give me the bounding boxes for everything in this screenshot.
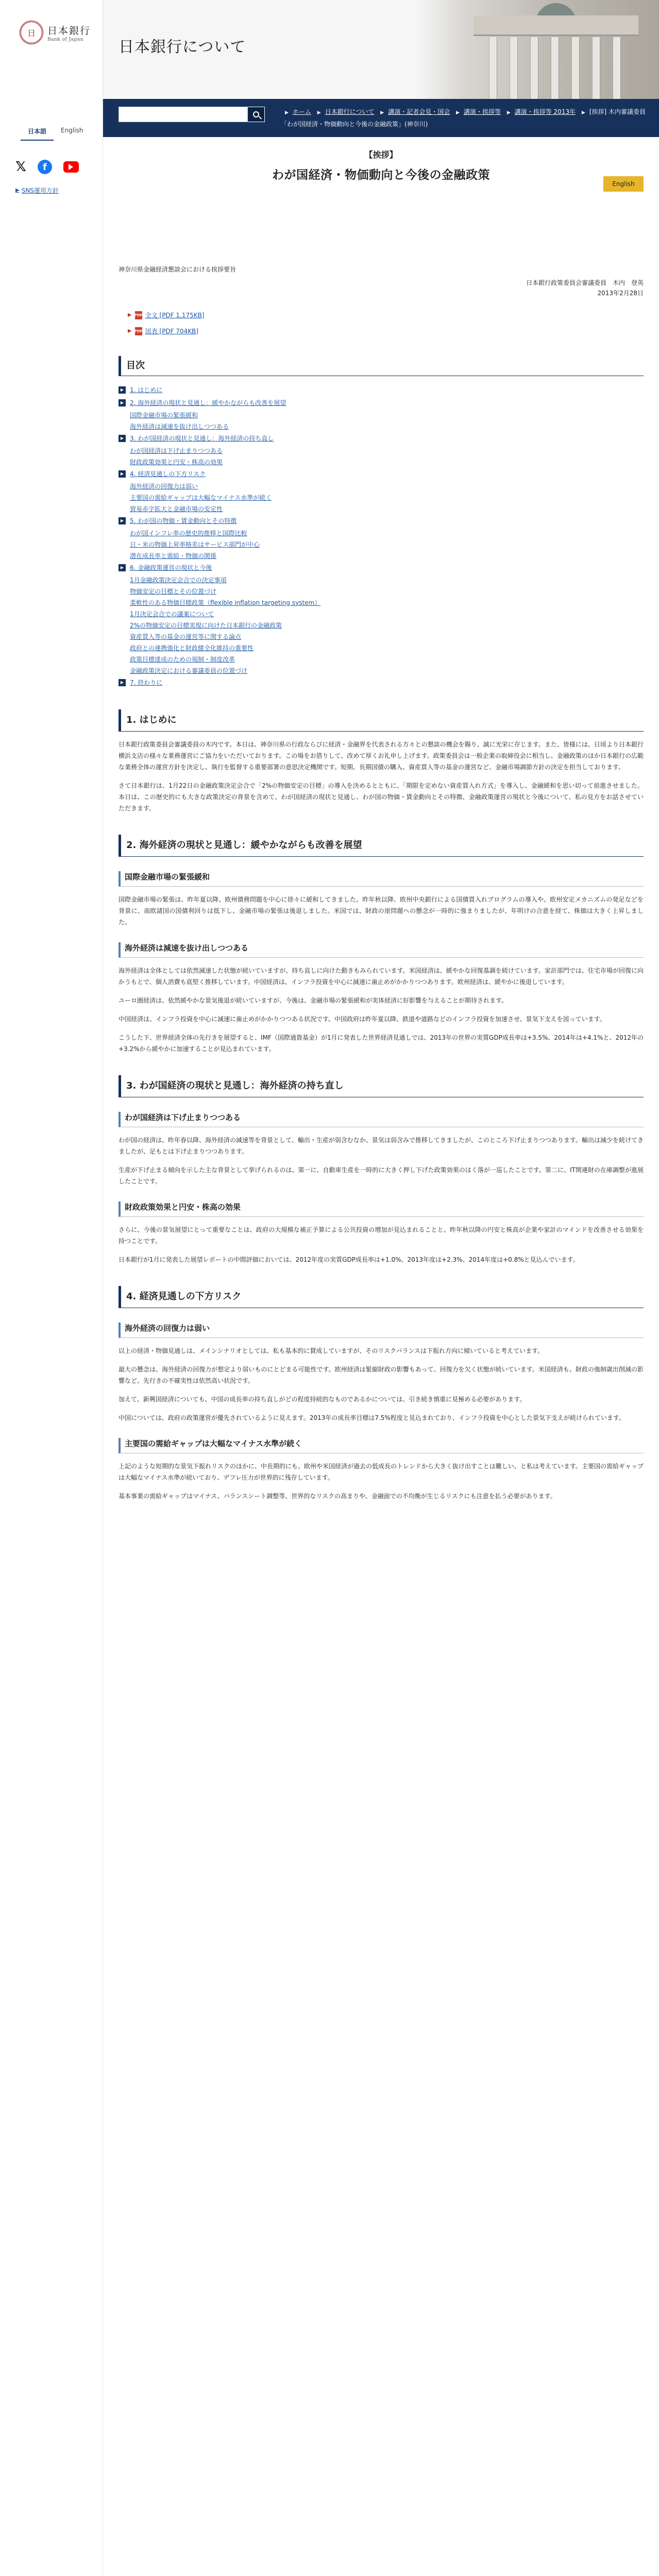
toc-subsection-item[interactable] xyxy=(130,503,644,514)
paragraph: 中国については、政府の政策運営が優先されているように見えます。2013年の成長率目標は7.5%程度と見込まれており、インフラ投資を中心とした景気下支えが続けられています。 xyxy=(119,1414,625,1421)
toc-subsection-item[interactable] xyxy=(130,420,644,432)
sns-policy-label: SNS運用方針 xyxy=(21,187,59,194)
toc-link[interactable]: 2%の物価安定の目標実現に向けた日本銀行の金融政策 xyxy=(130,621,282,629)
page-header xyxy=(103,0,659,99)
toc-link[interactable]: 日・米の物価上昇率格差はサービス部門が中心 xyxy=(130,540,260,548)
download-list xyxy=(119,311,644,335)
toc-section-item[interactable] xyxy=(119,561,644,574)
breadcrumb-home[interactable]: ホーム xyxy=(292,108,311,115)
chevron-right-icon: ▶ xyxy=(119,679,126,686)
breadcrumb-speeches-list[interactable]: 講演・挨拶等 xyxy=(463,108,501,115)
logo-japanese: 日本銀行 xyxy=(47,25,91,37)
toc-link[interactable]: 政策目標達成のための規制・制度改革 xyxy=(130,655,235,663)
download-charts-link[interactable]: 図表 [PDF 704KB] xyxy=(145,328,199,335)
section-heading: 4. 経済見通しの下方リスク xyxy=(119,1286,644,1308)
download-full-text[interactable] xyxy=(128,311,644,319)
toc-section-item[interactable] xyxy=(119,396,644,409)
subsection-heading: 国際金融市場の緊張緩和 xyxy=(119,871,644,887)
toc-link[interactable]: 潜在成長率と需給・物価の関係 xyxy=(130,552,217,560)
toc-subsection-item[interactable] xyxy=(130,631,644,642)
toc-subsection-item[interactable] xyxy=(130,550,644,561)
toc-subsection-item[interactable] xyxy=(130,574,644,585)
paragraph: 国際金融市場の緊張は、昨年夏以降、欧州債務問題を中心に徐々に緩和してきました。昨年秋以降、欧州中央銀行による国債買入れプログラムの導入や、欧州安定メカニズムの発足などを背景に、南欧諸国の国債利回りは低下し、金融市場の緊張は後退しました。米国では、財政の崖問題への懸念が一時的に強まりましたが、年明けの合意を経て、株価は大きく上昇しました。 xyxy=(119,896,644,926)
search-breadcrumb-bar xyxy=(103,99,659,137)
toc-subsection-item[interactable] xyxy=(130,585,644,597)
chevron-right-icon: ▶ xyxy=(119,564,126,571)
toc-subsection-item[interactable] xyxy=(130,619,644,631)
logo-english: Bank of Japan xyxy=(47,37,84,42)
toc-link[interactable]: 物価安定の目標とその位置づけ xyxy=(130,587,217,595)
toc-link[interactable]: 柔軟性のある物価目標政策（flexible inflation targeting system） xyxy=(130,599,321,606)
toc-link[interactable]: 主要国の需給ギャップは大幅なマイナス水準が続く xyxy=(130,494,272,501)
toc-subsection-item[interactable] xyxy=(130,665,644,676)
doc-kind: 【挨拶】 xyxy=(364,150,398,160)
youtube-icon[interactable] xyxy=(63,161,79,173)
paragraph: 生産が下げ止まる傾向を示した主な背景として挙げられるのは、第一に、自動車生産を一時的に大きく押し下げた政策効果のはく落が一巡したことです。第二に、IT関連財の在庫調整が進展したことです。 xyxy=(119,1166,644,1185)
page-title: わが国経済・物価動向と今後の金融政策 xyxy=(272,168,490,182)
toc-section-item[interactable] xyxy=(119,676,644,689)
paragraph: 加えて、新興国経済についても、中国の成長率の持ち直しがどの程度持続的なものであるかについては、引き続き慎重に見極める必要があります。 xyxy=(119,1396,526,1403)
toc-subsection-item[interactable] xyxy=(130,480,644,492)
toc-subsection-item[interactable] xyxy=(130,527,644,538)
subsection-heading: 主要国の需給ギャップは大幅なマイナス水準が続く xyxy=(119,1438,644,1453)
arrow-right-icon: ▶ xyxy=(128,312,132,318)
download-charts[interactable] xyxy=(128,327,644,335)
toc-subsection-item[interactable] xyxy=(130,642,644,653)
breadcrumb: ▶ ホーム ▶ 日本銀行について ▶ 講演・記者会見・国会 ▶ 講演・挨拶等 ▶ 講演・挨拶等 2013年 ▶ [挨拶] 木内審議委員「わが国経済・物価動向と今後の金融政策」(神奈川) xyxy=(281,108,646,128)
left-sidebar xyxy=(0,0,103,2576)
toc-link[interactable]: 国際金融市場の緊張緩和 xyxy=(130,411,198,419)
toc-subsection-item[interactable] xyxy=(130,597,644,608)
toc-section-item[interactable] xyxy=(119,467,644,480)
toc-subsection-item[interactable] xyxy=(130,653,644,665)
toc-subsection-item[interactable] xyxy=(130,409,644,420)
building-photo xyxy=(417,0,659,99)
section-heading: 1. はじめに xyxy=(119,709,644,732)
toc-link[interactable]: 財政政策効果と円安・株高の効果 xyxy=(130,458,223,466)
pdf-icon: PDF xyxy=(135,311,142,319)
english-version-button[interactable]: English xyxy=(603,176,644,192)
subsection-heading: 海外経済の回復力は弱い xyxy=(119,1323,644,1338)
paragraph: さらに、今後の景気展望にとって重要なことは、政府の大規模な補正予算による公共投資の増加が見込まれることと、昨年秋以降の円安と株高が企業や家計のマインドを改善させる効果を持つことです。 xyxy=(119,1226,644,1245)
toc-heading: 目次 xyxy=(119,356,644,376)
paragraph: 日本銀行が1月に発表した展望レポートの中間評価においては、2012年度の実質GDP成長率は+1.0%、2013年度は+2.3%、2014年度は+0.8%と見込んでいます。 xyxy=(119,1256,579,1263)
table-of-contents xyxy=(119,383,644,689)
facebook-icon[interactable]: f xyxy=(38,160,52,174)
toc-section-item[interactable] xyxy=(119,432,644,445)
section-heading: 2. 海外経済の現状と見通し：緩やかながらも改善を展望 xyxy=(119,835,644,857)
main-content xyxy=(119,137,644,1502)
sns-policy-link[interactable] xyxy=(15,186,103,195)
chevron-right-icon: ▶ xyxy=(119,435,126,442)
paragraph: ユーロ圏経済は、依然緩やかな景気後退が続いていますが、今後は、金融市場の緊張緩和が実体経済に好影響を与えることが期待されます。 xyxy=(119,997,508,1004)
toc-link[interactable]: 2. 海外経済の現状と見通し：緩やかながらも改善を展望 xyxy=(130,399,286,406)
doc-date: 2013年2月28日 xyxy=(597,290,644,297)
breadcrumb-current: [挨拶] 木内審議委員「わが国経済・物価動向と今後の金融政策」(神奈川) xyxy=(281,108,646,128)
toc-link[interactable]: わが国インフレ率の歴史的推移と国際比較 xyxy=(130,529,247,537)
subsection-heading: わが国経済は下げ止まりつつある xyxy=(119,1112,644,1127)
toc-link[interactable]: 貿易赤字拡大と金融市場の安定性 xyxy=(130,505,223,513)
language-switch xyxy=(21,124,103,141)
toc-link[interactable]: 6. 金融政策運営の現状と今後 xyxy=(130,564,212,571)
breadcrumb-year[interactable]: 講演・挨拶等 2013年 xyxy=(514,108,576,115)
breadcrumb-speeches[interactable]: 講演・記者会見・国会 xyxy=(388,108,450,115)
pdf-icon: PDF xyxy=(135,327,142,335)
logo-area xyxy=(0,0,103,124)
paragraph: わが国の経済は、昨年春以降、海外経済の減速等を背景として、輸出・生産が弱含むなか、景気は弱含みで推移してきましたが、このところ下げ止まりつつあります。輸出は減少を続けてきましたが、足もとは下げ止まりつつあります。 xyxy=(119,1137,644,1155)
toc-link[interactable]: わが国経済は下げ止まりつつある xyxy=(130,447,223,454)
paragraph: 最大の懸念は、海外経済の回復力が想定より弱いものにとどまる可能性です。欧州経済は緊縮財政の影響もあって、回復力を欠く状態が続いています。米国経済も、財政の強制歳出削減の影響など、先行きの不確実性は依然高い状況です。 xyxy=(119,1366,644,1384)
toc-section-item[interactable] xyxy=(119,514,644,527)
chevron-right-icon: ▶ xyxy=(119,517,126,524)
toc-link[interactable]: 資産買入等の基金の運営等に関する論点 xyxy=(130,633,242,640)
header-title: 日本銀行について xyxy=(119,38,246,56)
arrow-right-icon: ▶ xyxy=(15,188,20,193)
toc-link[interactable]: 3. わが国経済の現状と見通し：海外経済の持ち直し xyxy=(130,435,274,442)
toc-link[interactable]: 1. はじめに xyxy=(130,386,163,394)
chevron-right-icon: ▶ xyxy=(119,386,126,394)
speech-body xyxy=(119,709,644,1502)
lang-japanese[interactable]: 日本語 xyxy=(21,124,54,141)
paragraph: さて日本銀行は、1月22日の金融政策決定会合で「2%の物価安定の目標」の導入を決めるとともに、「期限を定めない資産買入れ方式」を導入し、金融緩和を思い切って前進させました。本日は、この歴史的にも大きな政策決定の背景を含めて、わが国経済の現状と見通し、わが国の物価・賃金動向とその特徴、金融政策運営の現状と今後について、私の見方をお話させていただきます。 xyxy=(119,782,644,812)
x-twitter-icon[interactable]: 𝕏 xyxy=(15,159,26,175)
toc-link[interactable]: 金融政策決定における審議委員の位置づけ xyxy=(130,667,248,674)
search-button[interactable] xyxy=(247,107,265,122)
toc-link[interactable]: 政府との連携強化と財政健全化維持の重要性 xyxy=(130,644,254,652)
toc-link[interactable]: 7. 終わりに xyxy=(130,679,163,686)
toc-subsection-item[interactable] xyxy=(130,456,644,467)
paragraph: 中国経済は、インフラ投資を中心に減速に歯止めがかかりつつある状況です。中国政府は昨年夏以降、鉄道や道路などのインフラ投資を加速させ、景気下支えを図っています。 xyxy=(119,1015,606,1023)
social-links xyxy=(15,159,103,175)
subsection-heading: 財政政策効果と円安・株高の効果 xyxy=(119,1201,644,1217)
paragraph: 上記のような短期的な景気下振れリスクのほかに、中長期的にも、欧州や米国経済が過去の低成長のトレンドから大きく抜け出すことは難しい、と私は考えています。主要国の需給ギャップは大幅なマイナス水準が続いており、デフレ圧力が世界的に残存しています。 xyxy=(119,1463,644,1481)
toc-link[interactable]: 1月決定会合での議案について xyxy=(130,610,214,618)
paragraph: 海外経済は全体としては依然減速した状態が続いていますが、持ち直しに向けた動きもみられています。米国経済は、緩やかな回復基調を続けています。家計部門では、住宅市場が回復に向かうもとで、個人消費も底堅く推移しています。中国経済は、インフラ投資を中心に減速に歯止めがかかりつつあります。欧州経済は、緩やかに後退しています。 xyxy=(119,967,644,986)
toc-subsection-item[interactable] xyxy=(130,492,644,503)
search-box xyxy=(119,107,265,122)
doc-venue: 神奈川県金融経済懇談会における挨拶要旨 xyxy=(119,266,236,273)
doc-speaker: 日本銀行政策委員会審議委員 木内 登英 xyxy=(526,279,644,286)
toc-link[interactable]: 1月金融政策決定会合での決定事項 xyxy=(130,576,227,584)
toc-subsection-item[interactable] xyxy=(130,538,644,550)
toc-section-item[interactable] xyxy=(119,383,644,396)
toc-subsection-item[interactable] xyxy=(130,608,644,619)
search-input[interactable] xyxy=(119,107,247,122)
breadcrumb-about[interactable]: 日本銀行について xyxy=(325,108,375,115)
subsection-heading: 海外経済は減速を抜け出しつつある xyxy=(119,942,644,958)
toc-link[interactable]: 海外経済の回復力は弱い xyxy=(130,482,198,490)
lang-english[interactable]: English xyxy=(61,127,83,134)
toc-link[interactable]: 5. わが国の物価・賃金動向とその特徴 xyxy=(130,517,237,524)
toc-subsection-item[interactable] xyxy=(130,445,644,456)
chevron-right-icon: ▶ xyxy=(119,399,126,406)
toc-link[interactable]: 4. 経済見通しの下方リスク xyxy=(130,470,206,478)
paragraph: 日本銀行政策委員会審議委員の木内です。本日は、神奈川県の行政ならびに経済・金融界を代表される方々との懇談の機会を賜り、誠に光栄に存じます。また、皆様には、日頃より日本銀行横浜支店の様々な業務運営にご協力をいただいております。この場をお借りして、改めて厚くお礼申し上げます。政策委員会は一般企業の取締役会に相当し、金融政策のほか日本銀行の広範な業務全体の運営方針を決定し、執行を監督する重要部署の意思決定機関です。短期、長期国債の購入、資産買入等の基金の運営など、金融市場調節方針の決定を担当しております。 xyxy=(119,741,644,771)
chevron-right-icon: ▶ xyxy=(119,470,126,478)
boj-seal-icon: 日 xyxy=(20,21,43,44)
paragraph: 基本事業の需給ギャップはマイナス、バランスシート調整等、世界的なリスクの高まりや、金融面での不均衡が生じるリスクにも注意を払う必要があります。 xyxy=(119,1493,556,1500)
arrow-right-icon: ▶ xyxy=(128,328,132,334)
toc-link[interactable]: 海外経済は減速を抜け出しつつある xyxy=(130,422,229,430)
search-icon xyxy=(253,111,259,117)
paragraph: こうした下、世界経済全体の先行きを展望すると、IMF（国際通貨基金）が1月に発表した世界経済見通しでは、2013年の世界の実質GDP成長率は+3.5%、2014年は+4.1%と、2012年の+3.2%から緩やかに加速することが見込まれています。 xyxy=(119,1034,644,1053)
boj-logo[interactable] xyxy=(20,21,103,44)
paragraph: 以上の経済・物価見通しは、メインシナリオとしては、私も基本的に賛成していますが、そのリスクバランスは下振れ方向に傾いていると考えています。 xyxy=(119,1347,544,1354)
section-heading: 3. わが国経済の現状と見通し：海外経済の持ち直し xyxy=(119,1075,644,1097)
download-full-text-link[interactable]: 全文 [PDF 1,175KB] xyxy=(145,312,205,319)
